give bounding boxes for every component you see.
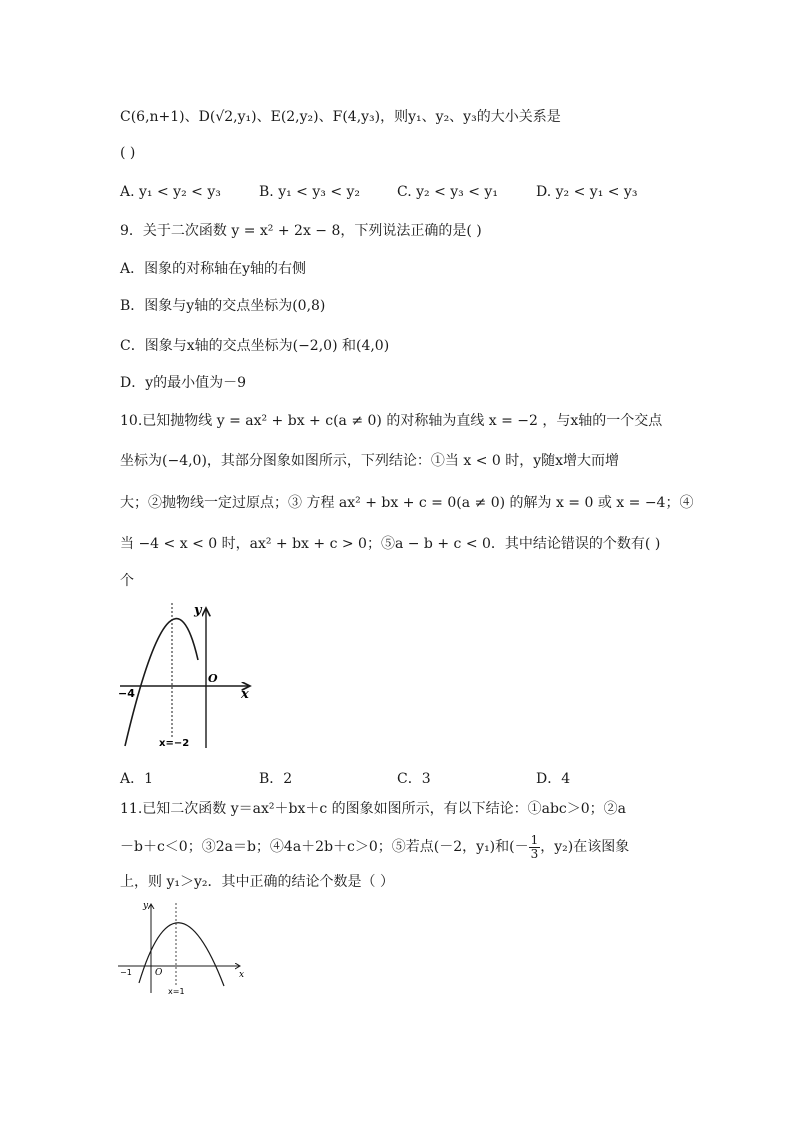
q8-paren: ( )	[120, 145, 136, 161]
q10-label-neg4: −4	[118, 687, 135, 700]
q10-label-axis: x=−2	[159, 738, 190, 749]
q11-stem-line-3: 上，则 y₁＞y₂．其中正确的结论个数是（ ）	[120, 874, 394, 890]
q11-parabola-figure	[115, 898, 250, 998]
q11-label-axis: x=1	[168, 987, 185, 996]
q8-option-a: A. y₁ < y₂ < y₃	[120, 184, 221, 200]
q8-option-c: C. y₂ < y₃ < y₁	[397, 184, 498, 200]
q10-label-o: O	[208, 672, 218, 685]
q9-option-a: A．图象的对称轴在y轴的右侧	[120, 261, 307, 277]
q11-label-y: y	[143, 901, 149, 911]
q11-stem-line-1: 11.已知二次函数 y＝ax²＋bx＋c 的图象如图所示，有以下结论：①abc＞0；②a	[120, 801, 627, 817]
q11-line2-end: ，y₂)在该图象	[540, 839, 630, 855]
q9-option-b: B．图象与y轴的交点坐标为(0,8)	[120, 298, 326, 314]
q8-option-b: B. y₁ < y₃ < y₂	[259, 184, 361, 200]
q10-option-c: C．3	[397, 771, 431, 787]
q8-stem-text: C(6,n+1)、D(√2,y₁)、E(2,y₂)、F(4,y₃)，则y₁、y₂、y₃的大小关系是	[120, 109, 561, 125]
q9-option-d: D．y的最小值为－9	[120, 375, 247, 391]
q8-answer-paren	[120, 144, 135, 162]
q11-frac-den: 3	[530, 846, 539, 861]
q10-label-y: y	[194, 603, 202, 618]
q10-option-b: B．2	[259, 771, 293, 787]
q10-parabola-figure	[115, 598, 265, 758]
q10-stem-line-4: 当 −4 < x < 0 时，ax² + bx + c > 0；⑤a − b + c < 0．其中结论错误的个数有( )	[120, 536, 661, 552]
q11-label-o: O	[155, 968, 163, 978]
q11-parabola-curve	[139, 923, 224, 986]
q11-stem-line-2	[120, 832, 629, 862]
q10-label-x: x	[241, 687, 249, 702]
q8-option-d: D. y₂ < y₁ < y₃	[536, 184, 638, 200]
q10-stem-line-3: 大；②抛物线一定过原点；③ 方程 ax² + bx + c = 0(a ≠ 0) 的解为 x = 0 或 x = −4；④	[120, 495, 694, 511]
q10-stem-line-5: 个	[120, 573, 134, 589]
q11-fraction	[529, 834, 541, 861]
q10-option-d: D．4	[536, 771, 571, 787]
q11-frac-num: 1	[530, 832, 539, 847]
q11-label-x: x	[239, 970, 245, 980]
q10-option-a: A．1	[120, 771, 154, 787]
q10-stem-line-2: 坐标为(−4,0)，其部分图象如图所示，下列结论：①当 x < 0 时，y随x增大而增	[120, 453, 620, 469]
q9-option-c: C．图象与x轴的交点坐标为(−2,0) 和(4,0)	[120, 338, 390, 354]
q8-stem-line	[120, 108, 561, 126]
q10-stem-line-1: 10.已知抛物线 y = ax² + bx + c(a ≠ 0) 的对称轴为直线 x = −2 ，与x轴的一个交点	[120, 413, 663, 429]
q10-parabola-curve	[125, 619, 198, 746]
q11-label-neg1: −1	[120, 968, 132, 977]
q11-line2-start: －b＋c＜0；③2a＝b；④4a＋2b＋c＞0；⑤若点(－2，y₁)和(－	[120, 839, 529, 855]
q9-stem: 9．关于二次函数 y = x² + 2x − 8，下列说法正确的是( )	[120, 223, 482, 239]
